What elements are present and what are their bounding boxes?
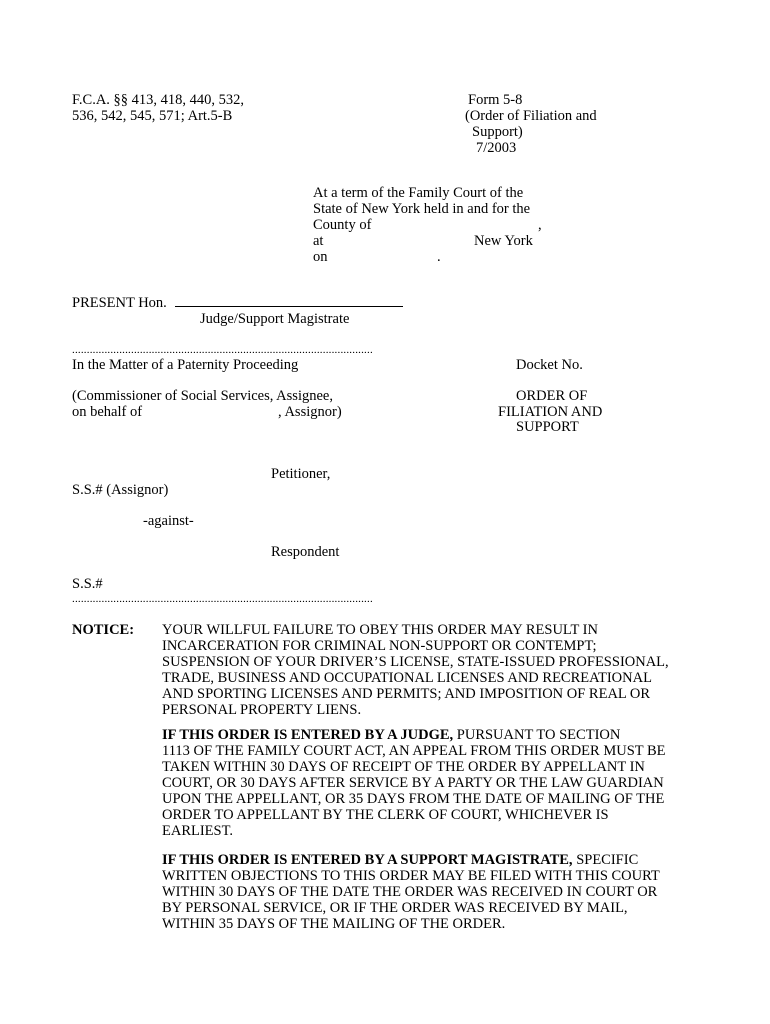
ss-assignor-label: S.S.# (Assignor) — [72, 482, 169, 498]
judge-title: Judge/Support Magistrate — [200, 311, 350, 327]
respondent-label: Respondent — [271, 544, 340, 560]
court-term-line2: State of New York held in and for the — [313, 201, 531, 217]
commissioner-line: (Commissioner of Social Services, Assignee, — [72, 388, 333, 404]
on-behalf-label: on behalf of — [72, 404, 143, 420]
notice-paragraph-3-body: SPECIFIC WRITTEN OBJECTIONS TO THIS ORDER MAY BE FILED WITH THIS COURT WITHIN 30 DAYS OF THE DATE THE ORDER WAS RECEIVED IN COURT OR BY PERSONAL SERVICE, OR IF THE ORDER WAS RECEIVED BY MAIL, WITHIN 35 DAYS OF THE MAILING OF THE ORDER. — [162, 852, 660, 932]
form-title-line2: Support) — [472, 124, 523, 140]
notice-label: NOTICE: — [72, 622, 135, 638]
date-period: . — [437, 249, 441, 265]
at-label: at — [313, 233, 324, 249]
caption-bottom-dots: ...................................................................................................... — [72, 595, 373, 603]
notice-paragraph-3 — [162, 852, 707, 932]
notice-paragraph-1: YOUR WILLFUL FAILURE TO OBEY THIS ORDER MAY RESULT IN INCARCERATION FOR CRIMINAL NON-SUPPORT OR CONTEMPT; SUSPENSION OF YOUR DRIVER’S LICENSE, STATE-ISSUED PROFESSIONAL, TRADE, BUSINESS AND OCCUPATIONAL LICENSES AND RECREATIONAL AND SPORTING LICENSES AND PERMITS; AND IMPOSITION OF REAL OR PERSONAL PROPERTY LIENS. — [162, 622, 669, 718]
ss-label: S.S.# — [72, 576, 103, 592]
county-comma: , — [538, 217, 542, 233]
matter-title: In the Matter of a Paternity Proceeding — [72, 357, 299, 373]
notice-paragraph-2 — [162, 727, 707, 839]
county-label: County of — [313, 217, 372, 233]
statute-reference-line2: 536, 542, 545, 571; Art.5-B — [72, 108, 233, 124]
on-label: on — [313, 249, 328, 265]
order-title-line1: ORDER OF — [516, 388, 588, 404]
assignor-label: , Assignor) — [278, 404, 342, 420]
judge-name-line — [175, 306, 403, 307]
form-title-line1: (Order of Filiation and — [465, 108, 597, 124]
caption-top-dots: ...................................................................................................... — [72, 346, 373, 354]
form-date: 7/2003 — [476, 140, 517, 156]
form-number: Form 5-8 — [468, 92, 523, 108]
against-label: -against- — [143, 513, 194, 529]
state-name: New York — [474, 233, 533, 249]
notice-paragraph-2-body: PURSUANT TO SECTION 1113 OF THE FAMILY COURT ACT, AN APPEAL FROM THIS ORDER MUST BE TAKEN WITHIN 30 DAYS OF RECEIPT OF THE ORDER BY APPELLANT IN COURT, OR 30 DAYS AFTER SERVICE BY A PARTY OR THE LAW GUARDIAN UPON THE APPELLANT, OR 35 DAYS FROM THE DATE OF MAILING OF THE ORDER TO APPELLANT BY THE CLERK OF COURT, WHICHEVER IS EARLIEST. — [162, 727, 666, 839]
notice-paragraph-2-lead: IF THIS ORDER IS ENTERED BY A JUDGE, — [162, 727, 454, 743]
petitioner-label: Petitioner, — [271, 466, 331, 482]
court-term-line1: At a term of the Family Court of the — [313, 185, 524, 201]
order-title-line2: FILIATION AND — [498, 404, 603, 420]
notice-paragraph-3-lead: IF THIS ORDER IS ENTERED BY A SUPPORT MAGISTRATE, — [162, 852, 573, 868]
statute-reference-line1: F.C.A. §§ 413, 418, 440, 532, — [72, 92, 245, 108]
order-title-line3: SUPPORT — [516, 419, 579, 435]
present-hon-label: PRESENT Hon. — [72, 295, 167, 311]
docket-number-label: Docket No. — [516, 357, 583, 373]
